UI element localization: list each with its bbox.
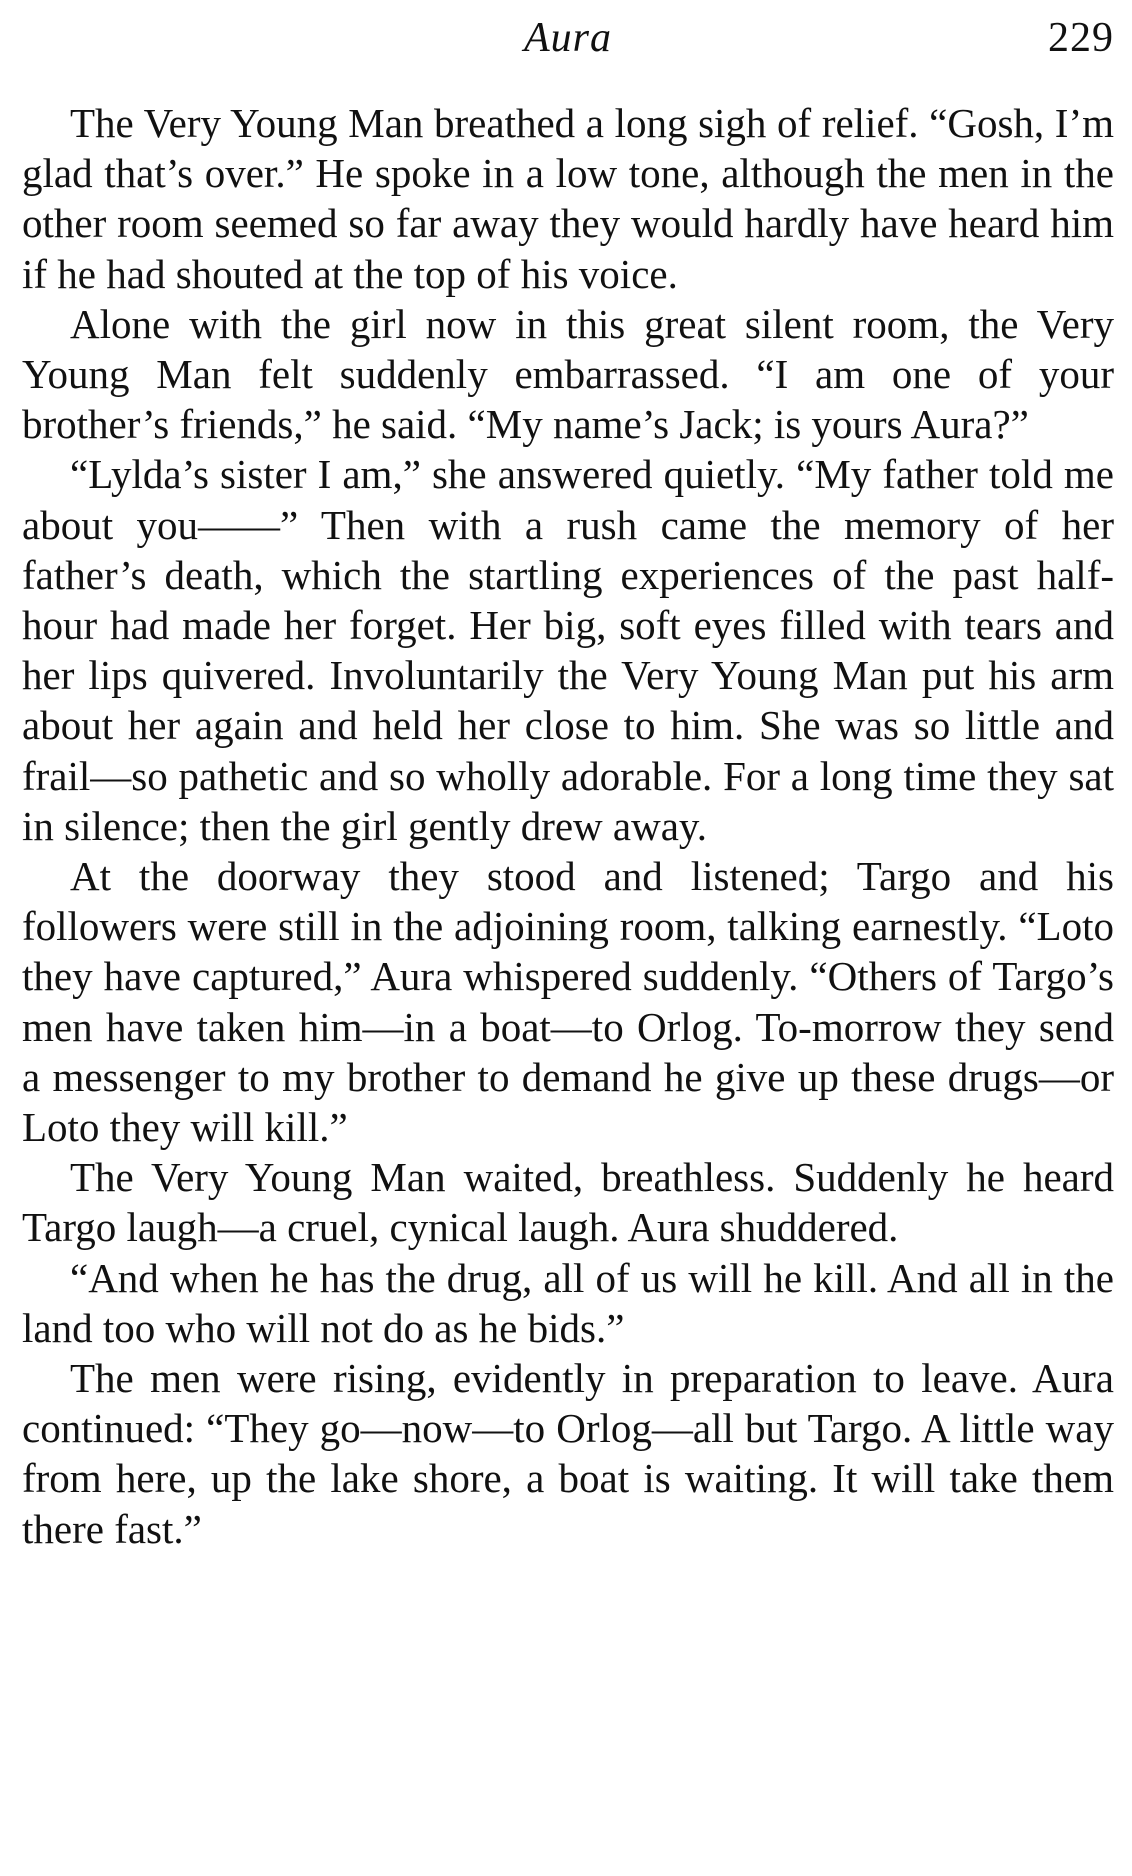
body-text — [22, 98, 1114, 1554]
paragraph: Alone with the girl now in this great silent room, the Very Young Man felt suddenly embarrassed. “I am one of your brother’s friends,” he said. “My name’s Jack; is yours Aura?” — [22, 300, 1114, 448]
paragraph: “Lylda’s sister I am,” she answered quietly. “My father told me about you——” Then with a rush came the memory of her father’s death, which the startling experiences of the past half-hour had made her forget. Her big, soft eyes filled with tears and her lips quivered. Involuntarily the Very Young Man put his arm about her again and held her close to him. She was so little and frail—so pathetic and so wholly adorable. For a long time they sat in silence; then the girl gently drew away. — [22, 451, 1114, 849]
paragraph: The Very Young Man breathed a long sigh of relief. “Gosh, I’m glad that’s over.” He spoke in a low tone, although the men in the other room seemed so far away they would hardly have heard him if he had shouted at the top of his voice. — [22, 100, 1114, 297]
paragraph: The Very Young Man waited, breathless. Suddenly he heard Targo laugh—a cruel, cynical laugh. Aura shuddered. — [22, 1154, 1114, 1251]
paragraph: The men were rising, evidently in preparation to leave. Aura continued: “They go—now—to Orlog—all but Targo. A little way from here, up the lake shore, a boat is waiting. It will take them there fast.” — [22, 1355, 1114, 1552]
page-number: 229 — [1048, 15, 1114, 61]
page-header — [22, 14, 1114, 74]
running-title: Aura — [524, 15, 612, 61]
paragraph: At the doorway they stood and listened; Targo and his followers were still in the adjoining room, talking earnestly. “Loto they have captured,” Aura whispered suddenly. “Others of Targo’s men have taken him—in a boat—to Orlog. To-morrow they send a messenger to my brother to demand he give up these drugs—or Loto they will kill.” — [22, 853, 1114, 1151]
paragraph: “And when he has the drug, all of us will he kill. And all in the land too who will not do as he bids.” — [22, 1254, 1114, 1351]
